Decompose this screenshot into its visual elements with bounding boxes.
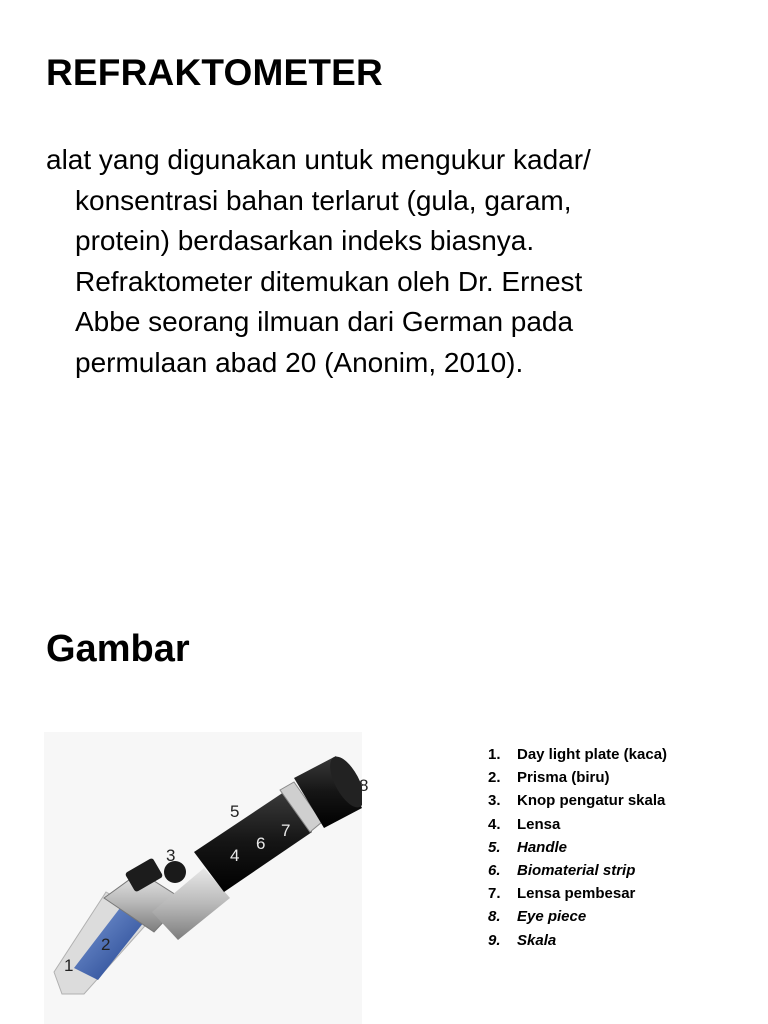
body-line: konsentrasi bahan terlarut (gula, garam, [75, 184, 572, 216]
list-item [488, 836, 667, 859]
image-label-2: 2 [101, 935, 111, 954]
image-label-7: 7 [281, 821, 291, 840]
list-number: 4. [488, 815, 501, 833]
image-label-8: 8 [359, 776, 369, 795]
list-label: Biomaterial strip [517, 861, 636, 879]
body-line: permulaan abad 20 (Anonim, 2010). [75, 346, 524, 378]
list-label: Prisma (biru) [517, 769, 610, 787]
list-label: Lensa pembesar [517, 885, 636, 903]
body-line: Abbe seorang ilmuan dari German pada [75, 306, 574, 337]
list-label: Handle [517, 838, 568, 856]
image-label-1: 1 [64, 956, 74, 975]
list-item [488, 905, 667, 928]
body-line: protein) berdasarkan indeks biasnya. [75, 225, 535, 256]
list-number: 7. [488, 885, 501, 903]
list-number: 5. [488, 838, 501, 856]
list-item [488, 766, 667, 789]
list-item [488, 929, 667, 952]
list-item [488, 882, 667, 905]
list-label: Skala [517, 931, 557, 949]
list-number: 8. [488, 908, 501, 926]
list-number: 3. [488, 792, 501, 810]
list-label: Day light plate (kaca) [517, 746, 668, 763]
list-number: 2. [488, 769, 501, 787]
slide-title: REFRAKTOMETER [46, 52, 383, 93]
body-line: alat yang digunakan untuk mengukur kadar/ [46, 144, 591, 175]
definition-paragraph [46, 140, 656, 383]
image-label-6: 6 [256, 834, 266, 853]
list-number: 6. [488, 861, 501, 879]
list-item [488, 813, 667, 836]
refractometer-illustration [44, 732, 362, 1024]
image-label-3: 3 [166, 846, 176, 865]
list-number: 9. [488, 931, 501, 949]
slide-gambar [0, 600, 768, 1024]
slide-title: Gambar [46, 628, 190, 670]
parts-list [488, 743, 667, 952]
list-item [488, 789, 667, 812]
image-label-5: 5 [230, 802, 240, 821]
list-label: Knop pengatur skala [517, 792, 666, 810]
list-number: 1. [488, 746, 501, 763]
list-item [488, 859, 667, 882]
refractometer-photo [44, 732, 369, 1024]
body-line: Refraktometer ditemukan oleh Dr. Ernest [75, 265, 583, 297]
list-item [488, 743, 667, 766]
image-label-4: 4 [230, 846, 240, 865]
list-label: Eye piece [517, 908, 587, 926]
list-label: Lensa [517, 815, 561, 833]
